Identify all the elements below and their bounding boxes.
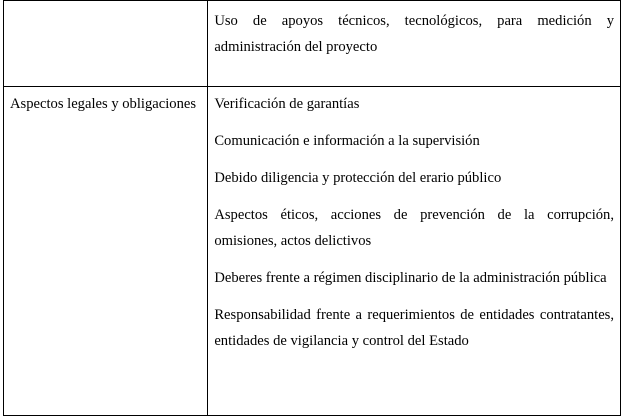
list-item: Deberes frente a régimen disciplinario de la administración pública — [214, 270, 607, 286]
list-item: Debido diligencia y protección del erario público — [214, 170, 502, 186]
content-table — [3, 0, 621, 416]
list-item: Aspectos éticos, acciones de prevención de la corrupción, omisiones, actos delictivos — [214, 207, 614, 249]
table-cell-left — [4, 87, 208, 416]
list-item: Uso de apoyos técnicos, tecnológicos, para medición y administración del proyecto — [214, 13, 614, 55]
table-cell-right — [208, 1, 621, 87]
table-row — [4, 1, 621, 87]
list-item: Verificación de garantías — [214, 96, 360, 112]
list-item: Comunicación e información a la supervisión — [214, 133, 480, 149]
section-label: Aspectos legales y obligaciones — [10, 96, 197, 112]
table-cell-left — [4, 1, 208, 87]
cell-text — [4, 1, 207, 8]
table-cell-right — [208, 87, 621, 416]
list-item: Responsabilidad frente a requerimientos de entidades contratantes, entidades de vigilancia y control del Estado — [214, 307, 614, 349]
table-row — [4, 87, 621, 416]
